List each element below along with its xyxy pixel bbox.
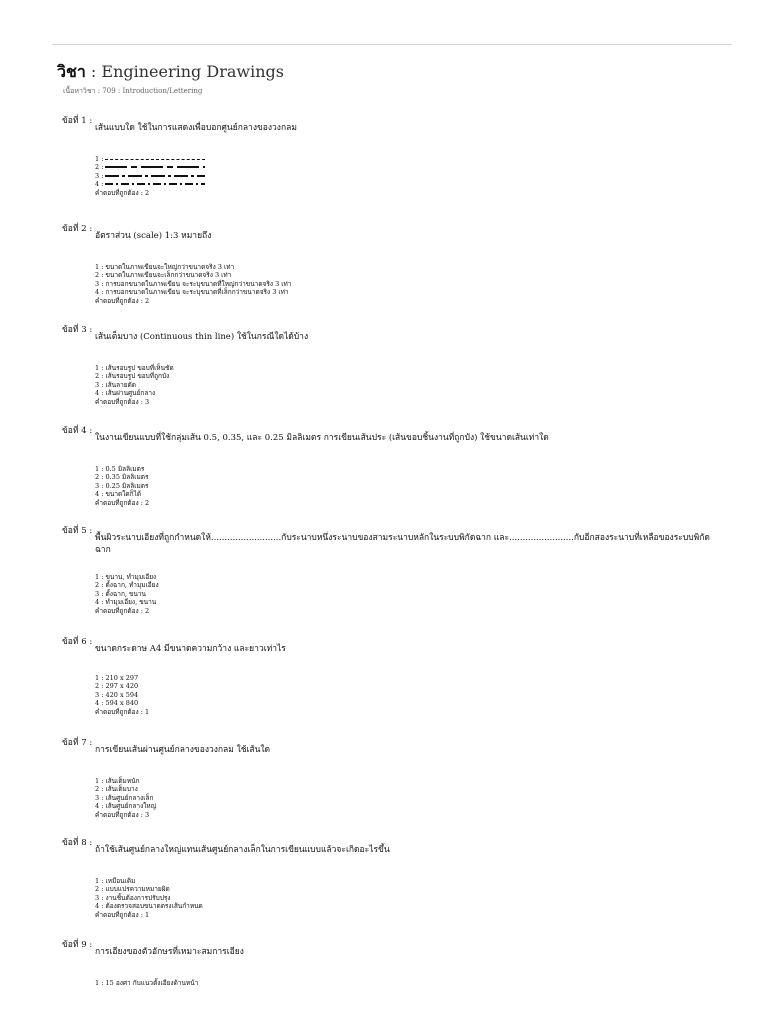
choice-text: ทำมุมเอียง, ขนาน [105,598,157,607]
choice-text: เส้นรอบรูป ขอบที่ถูกบัง [105,372,170,381]
top-divider [52,44,732,45]
choice-3 [95,381,722,389]
choice-label: 3 : [95,279,104,288]
choice-text: ขนาน, ทำมุมเอียง [105,573,157,581]
choice-text: ขนาดในภาพเขียนจะใหญ่กว่าขนาดจริง 3 เท่า [105,263,235,271]
question-text: การเอียงของตัวอักษรที่เหมาะสมการเอียง [95,947,244,957]
choice-4 [95,699,722,707]
choice-label: 4 : [95,180,104,189]
choice-label: 2 : [95,785,104,794]
choice-text: ต้องตรวจสอบขนาดตรงเส้นกำหนด [105,902,203,911]
choice-label: 2 : [95,473,104,482]
choice-4 [95,180,722,188]
choice-1 [95,777,722,785]
choice-2 [95,682,722,690]
choice-label: 2 : [95,372,104,381]
choice-label: 1 : [95,263,104,271]
choice-list [95,877,722,911]
choice-text: 15 องศา กับแนวตั้งเอียงด้านหน้า [105,979,199,987]
choice-2 [95,581,722,589]
choice-label: 4 : [95,490,104,499]
choice-2 [95,473,722,481]
choice-text: การบอกขนาดในภาพเขียน จะระบุขนาดที่ใหญ่กว่าขนาดจริง 3 เท่า [105,279,292,288]
choice-text: ขนาดในภาพเขียนจะเล็กกว่าขนาดจริง 3 เท่า [105,271,232,280]
choice-text: ขนาดใดก็ได้ [105,490,142,499]
choice-2 [95,163,722,171]
correct-answer: คำตอบที่ถูกต้อง : 2 [95,188,150,197]
correct-answer: คำตอบที่ถูกต้อง : 2 [95,498,150,507]
question-7 [62,735,722,819]
question-3 [62,322,722,406]
choice-label: 3 : [95,589,104,598]
choice-label: 4 : [95,902,104,911]
choice-text: 0.35 มิลลิเมตร [105,473,149,482]
subject-label: วิชา [57,62,86,81]
choice-4 [95,389,722,397]
choice-label: 2 : [95,163,104,172]
choice-list [95,674,722,708]
choice-1 [95,674,722,682]
choice-label: 1 : [95,364,104,372]
correct-answer: คำตอบที่ถูกต้อง : 3 [95,397,150,406]
question-text: ในงานเขียนแบบที่ใช้กลุ่มเส้น 0.5, 0.35, และ 0.25 มิลลิเมตร การเขียนเส้นประ (เส้นขอบชิ้นงานที่ถูกบัง) ใช้ขนาดเส้นเท่าใด [95,433,549,443]
choice-3 [95,894,722,902]
choice-text: 0.25 มิลลิเมตร [105,481,149,490]
choice-1 [95,979,722,987]
choice-list [95,777,722,811]
choice-3 [95,794,722,802]
choice-3 [95,590,722,598]
choice-text: 297 x 420 [105,682,139,691]
choice-1 [95,573,722,581]
question-text: การเขียนเส้นผ่านศูนย์กลางของวงกลม ใช้เส้นใด [95,745,271,755]
question-number: ข้อที่ 7 : [62,738,93,748]
choice-label: 1 : [95,155,104,163]
question-number: ข้อที่ 3 : [62,325,93,335]
choice-text: แบบแปรความหมายผิด [105,885,170,894]
choice-label: 4 : [95,699,104,708]
question-8 [62,835,722,919]
choice-3 [95,691,722,699]
subject-title [57,60,284,85]
choice-4 [95,598,722,606]
choice-text: 210 x 297 [105,674,139,682]
dashed-line-sample [105,159,205,160]
question-number: ข้อที่ 8 : [62,838,93,848]
choice-2 [95,785,722,793]
choice-2 [95,885,722,893]
choice-list [95,364,722,398]
choice-2 [95,271,722,279]
choice-list [95,465,722,499]
choice-label: 4 : [95,288,104,297]
choice-label: 1 : [95,979,104,987]
choice-label: 1 : [95,777,104,785]
long-dash-dot-line-sample [105,166,205,168]
correct-answer: คำตอบที่ถูกต้อง : 3 [95,810,150,819]
question-text: ขนาดกระดาษ A4 มีขนาดความกว้าง และยาวเท่าไร [95,644,286,654]
choice-list [95,573,722,607]
choice-2 [95,372,722,380]
choice-text: 420 x 594 [105,690,139,699]
choice-4 [95,802,722,810]
subject-separator: : [85,62,102,81]
question-number: ข้อที่ 9 : [62,940,93,950]
choice-list [95,263,722,297]
choice-1 [95,877,722,885]
choice-label: 4 : [95,802,104,811]
question-4 [62,423,722,507]
choice-label: 3 : [95,690,104,699]
choice-label: 1 : [95,674,104,682]
choice-label: 3 : [95,171,104,180]
dash-dot-line-sample [105,175,205,177]
choice-1 [95,364,722,372]
choice-text: เส้นเต็มหนัก [105,777,140,785]
choice-label: 2 : [95,885,104,894]
question-text: เส้นเต็มบาง (Continuous thin line) ใช้ในกรณีใดได้บ้าง [95,332,309,342]
choice-4 [95,288,722,296]
question-1 [62,113,722,197]
choice-text: เส้นรอบรูป ขอบที่เห็นชัด [105,364,174,372]
choice-text: เส้นศูนย์กลางใหญ่ [105,802,157,811]
choice-text: ตั้งฉาก, ทำมุมเอียง [105,581,159,590]
subject-name: Engineering Drawings [101,62,284,81]
question-text: พื้นผิวระนาบเอียงที่ถูกกำหนดให้..........................กับระนาบหนึ่งระนาบของสามระนาบหลักในระบบพิกัดฉาก และ........................กับอีกสองระนาบที่เหลือของระบบพิกัดฉาก [95,533,710,555]
choice-text: ตั้งฉาก, ขนาน [105,589,147,598]
question-number: ข้อที่ 1 : [62,116,93,126]
choice-label: 2 : [95,682,104,691]
correct-answer: คำตอบที่ถูกต้อง : 1 [95,707,150,716]
question-text: ถ้าใช้เส้นศูนย์กลางใหญ่แทนเส้นศูนย์กลางเล็กในการเขียนแบบแล้วจะเกิดอะไรขึ้น [95,845,390,855]
choice-text: เส้นลายตัด [105,380,137,389]
choice-text: 594 x 840 [105,699,139,708]
choice-3 [95,172,722,180]
choice-1 [95,465,722,473]
question-6 [62,634,722,716]
correct-answer: คำตอบที่ถูกต้อง : 2 [95,606,150,615]
choice-text: 0.5 มิลลิเมตร [105,465,145,473]
choice-text: การบอกขนาดในภาพเขียน จะระบุขนาดที่เล็กกว่าขนาดจริง 3 เท่า [105,288,289,297]
chapter-line: เนื้อหาวิชา : 709 : Introduction/Lettering [63,87,203,95]
choice-label: 3 : [95,380,104,389]
choice-label: 4 : [95,389,104,398]
correct-answer: คำตอบที่ถูกต้อง : 2 [95,296,150,305]
choice-3 [95,280,722,288]
choice-label: 2 : [95,271,104,280]
question-number: ข้อที่ 4 : [62,426,93,436]
question-text: เส้นแบบใด ใช้ในการแสดงเพื่อบอกศูนย์กลางของวงกลม [95,123,297,133]
question-9 [62,937,722,987]
question-text: อัตราส่วน (scale) 1:3 หมายถึง [95,231,212,241]
choice-text: เส้นเต็มบาง [105,785,138,794]
choice-label: 1 : [95,877,104,885]
choice-4 [95,490,722,498]
choice-1 [95,155,722,163]
choice-3 [95,482,722,490]
choice-label: 4 : [95,598,104,607]
short-dash-dot-line-sample [105,183,205,185]
choice-text: เส้นศูนย์กลางเล็ก [105,793,154,802]
choice-text: เส้นผ่านศูนย์กลาง [105,389,156,398]
choice-label: 3 : [95,793,104,802]
question-5 [62,523,722,615]
choice-list [95,155,722,189]
question-number: ข้อที่ 2 : [62,224,93,234]
choice-text: งานชิ้นต้องการปรับปรุง [105,893,171,902]
choice-label: 1 : [95,573,104,581]
choice-list [95,979,722,987]
question-number: ข้อที่ 5 : [62,526,93,536]
choice-label: 1 : [95,465,104,473]
question-number: ข้อที่ 6 : [62,637,93,647]
choice-label: 3 : [95,481,104,490]
choice-label: 3 : [95,893,104,902]
choice-label: 2 : [95,581,104,590]
correct-answer: คำตอบที่ถูกต้อง : 1 [95,910,150,919]
choice-text: เหมือนเดิม [105,877,136,885]
question-2 [62,221,722,305]
choice-4 [95,902,722,910]
